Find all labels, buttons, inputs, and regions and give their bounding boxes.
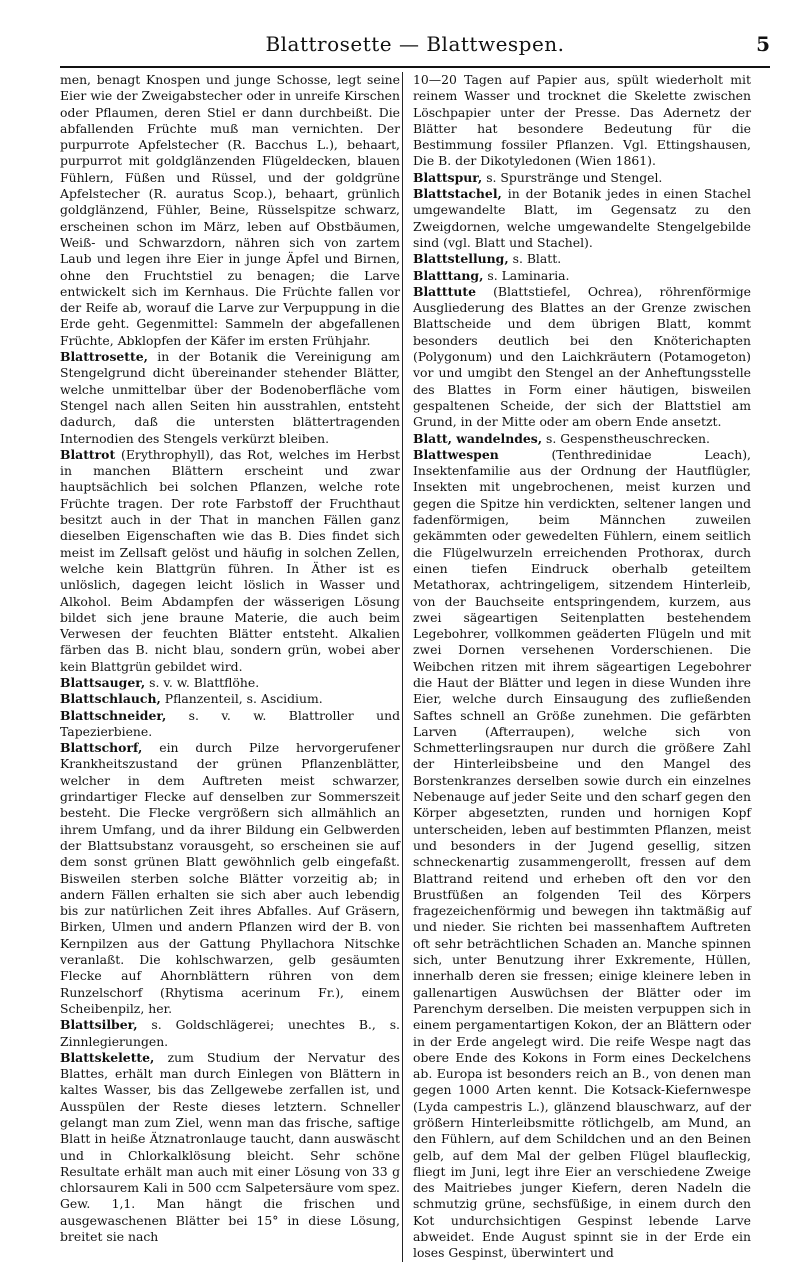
entry-text: in der Botanik die Vereinigung am Stengelgrund dicht übereinander stehender Blätter, welche unmittelbar über der Bodenoberfläche vom Stengel nach allen Seiten hin ausstrahlen, entsteht dadurch, daß die untersten blättertragenden Internodien des Stengels verkürzt bleiben. [60, 349, 400, 446]
entry [60, 708, 400, 741]
entry [60, 447, 400, 675]
entry [60, 740, 400, 1017]
entry-text: s. v. w. Blattroller und Tapezierbiene. [60, 707, 400, 739]
entry-text: s. Blatt. [508, 251, 562, 267]
entry-text: (Tenthredinidae Leach), Insektenfamilie aus der Ordnung der Hautflügler, Insekten mit ungebrochenen, meist kurzen und gegen die Spitze hin verdickten, seltener langen und fadenförmigen, beim Männchen zuweilen gekämmten oder gewedelten Fühlern, einem seitlich die Flügelwurzeln erreichenden Prothorax, durch einen tiefen Eindruck oberhalb geteiltem Metathorax, achtringeligem, sitzendem Hinterleib, von der Bauchseite entspringendem, kurzem, aus zwei sägeartigen Seitenplatten bestehendem Legebohrer, vollkommen geäderten Flügeln und mit zwei Dornen versehenen Vorderschienen. Die Weibchen ritzen mit ihrem sägeartigen Legebohrer die Haut der Blätter und legen in diese Wunden ihre Eier, welche durch Einsaugung des zufließenden Saftes schnell an Größe zunehmen. Die gefärbten Larven (Afterraupen), welche sich von Schmetterlingsraupen nur durch die größere Zahl der Hinterleibsbeine und den Mangel des Borstenkranzes derselben sowie durch ein einzelnes Nebenauge auf jeder Seite und den scharf gegen den Körper abgesetzten, runden und hornigen Kopf unterscheiden, leben auf bestimmten Pflanzen, meist und besonders in der Jugend gesellig, sitzen schneckenartig zusammengerollt, fressen auf dem Blattrand reitend und erheben oft den vor den Brustfüßen an folgenden Teil des Körpers fragezeichenförmig und bewegen ihn taktmäßig auf und nieder. Sie richten bei massenhaftem Auftreten oft sehr beträchtlichen Schaden an. Manche spinnen sich, unter Benutzung ihrer Exkremente, Hüllen, innerhalb deren sie fressen; einige kleinere leben in gallenartigen Auswüchsen der Blätter oder im Parenchym derselben. Die meisten verpuppen sich in einem pergamentartigen Kokon, der an Blättern oder in der Erde angelegt wird. Die reife Wespe nagt das obere Ende des Kokons in Form eines Deckelchens ab. Europa ist besonders reich an B., von denen man gegen 1000 Arten kennt. Die Kotsack-Kiefernwespe (Lyda campestris L.), glänzend blauschwarz, auf der größern Hinterleibsmitte rötlichgelb, am Mund, an den Fühlern, auf dem Schildchen und an den Beinen gelb, auf dem Mal der gelben Flügel blaufleckig, fliegt im Juni, legt ihre Eier an verschiedene Zweige des Maitriebes junger Kiefern, deren Nadeln die schmutzig grüne, sechsfüßige, in einem durch den Kot undurchsichtigen Gespinst lebende Larve abweidet. Ende August spinnt sie in der Erde ein loses Gespinst, überwintert und [413, 446, 751, 1261]
entry-headword: Blattspur, [413, 169, 483, 185]
entry [60, 1050, 400, 1246]
entry-text: Pflanzenteil, s. Ascidium. [160, 691, 323, 707]
entry-text: ein durch Pilze hervorgerufener Krankheitszustand der grünen Pflanzenblätter, welcher in dem Auftreten meist schwarzer, grindartiger Flecke auf denselben zur Sommerszeit besteht. Die Flecke vergrößern sich allmählich an ihrem Umfang, und da ihrer Bildung ein Gelbwerden der Blattsubstanz vorausgeht, so erscheinen sie auf dem sonst grünen Blatt gewöhnlich gelb eingefaßt. Bisweilen sterben solche Blätter vorzeitig ab; in andern Fällen erhalten sie sich aber auch lebendig bis zur natürlichen Zeit ihres Abfalles. Auf Gräsern, Birken, Ulmen und andern Pflanzen wird der B. von Kernpilzen aus der Gattung Phyllachora Nitschke veranlaßt. Die kohlschwarzen, gelb gesäumten Flecke auf Ahornblättern rühren von dem Runzelschorf (Rhytisma acerinum Fr.), einem Scheibenpilz, her. [60, 740, 400, 1016]
entry [413, 284, 751, 431]
entry-text: men, benagt Knospen und junge Schosse, legt seine Eier wie der Zweigabstecher oder in unreife Kirschen oder Pflaumen, deren Stiel er dann durchbeißt. Die abfallenden Früchte muß man vernichten. Der purpurrote Apfelstecher (R. Bacchus L.), behaart, purpurrot mit goldglänzenden Flügeldecken, blauen Fühlern, Füßen und Rüssel, und der goldgrüne Apfelstecher (R. auratus Scop.), behaart, grünlich goldglänzend, Fühler, Beine, Rüsselspitze schwarz, erscheinen schon im März, leben auf Obstbäumen, Weiß- und Schwarzdorn, nähren sich von zartem Laub und legen ihre Eier in junge Äpfel und Birnen, ohne den Fruchtstiel zu benagen; die Larve entwickelt sich im Kernhaus. Die Früchte fallen vor der Reife ab, worauf die Larve zur Verpuppung in die Erde geht. Gegenmittel: Sammeln der abgefallenen Früchte, Abklopfen der Käfer im ersten Frühjahr. [60, 72, 400, 348]
entry-headword: Blattwespen [413, 446, 499, 462]
entry-headword: Blatttang, [413, 267, 484, 283]
entry-text: in der Botanik jedes in einen Stachel umgewandelte Blatt, im Gegensatz zu den Zweigdornen, welche umgewandelte Stengelgebilde sind (vgl. Blatt und Stachel). [413, 186, 751, 250]
entry [413, 431, 751, 447]
page-header [60, 30, 770, 68]
entry-headword: Blattsauger, [60, 674, 146, 690]
entry [413, 268, 751, 284]
entry [413, 170, 751, 186]
entry [60, 1017, 400, 1050]
entry-headword: Blattskelette, [60, 1049, 155, 1065]
entry-headword: Blattsilber, [60, 1017, 138, 1033]
entry-text: s. Goldschlägerei; unechtes B., s. Zinnlegierungen. [60, 1017, 400, 1049]
entry-text: (Erythrophyll), das Rot, welches im Herbst in manchen Blättern erscheint und zwar hauptsächlich bei solchen Pflanzen, welche rote Früchte tragen. Der rote Farbstoff der Fruchthaut besitzt auch in der That in manchen Fällen ganz dieselben Eigenschaften wie das B. Dies findet sich meist im Zellsaft gelöst und häufig in solchen Zellen, welche kein Blattgrün führen. In Äther ist es unlöslich, dagegen leicht löslich in Wasser und Alkohol. Beim Abdampfen der wässerigen Lösung bildet sich jene braune Materie, die auch beim Verwesen der feuchten Blätter entsteht. Alkalien färben das B. nicht blau, sondern grün, wobei aber kein Blattgrün gebildet wird. [60, 446, 400, 674]
entry-text: (Blattstiefel, Ochrea), röhrenförmige Ausgliederung des Blattes an der Grenze zwischen Blattscheide und dem übrigen Blatt, kommt besonders deutlich bei den Knöterichарten (Polygonum) und den Laichkräutern (Potamogeton) vor und umgibt den Stengel an der Anheftungsstelle des Blattes in Form einer häutigen, bisweilen gespaltenen Scheide, der sich der Blattstiel am Grund, in der Mitte oder am obern Ende ansetzt. [413, 283, 751, 430]
running-title: Blattrosette — Blattwespen. [265, 32, 565, 56]
page-number: 5 [756, 32, 770, 56]
entry-headword: Blattschlauch, [60, 691, 161, 707]
entry-text: s. Spurstränge und Stengel. [482, 169, 663, 185]
entry-text: zum Studium der Nervatur des Blattes, erhält man durch Einlegen von Blättern in kaltes Wasser, bis das Zellgewebe zerfallen ist, und Ausspülen der Reste dieses letztern. Schneller gelangt man zum Ziel, wenn man das frische, saftige Blatt in heiße Ätznatronlauge taucht, dann auswäscht und in Chlorkalklösung bleicht. Sehr schöne Resultate erhält man auch mit einer Lösung von 33 g chlorsaurem Kali in 500 ccm Salpetersäure vom spez. Gew. 1,1. Man hängt die frischen und ausgewaschenen Blätter bei 15° in diese Lösung, breitet sie nach [60, 1049, 400, 1245]
right-column [402, 72, 751, 1262]
entry-headword: Blattstellung, [413, 251, 509, 267]
entry-headword: Blattschneider, [60, 707, 167, 723]
entry [60, 349, 400, 447]
entry-text: s. v. w. Blattflöhe. [145, 674, 260, 690]
left-column [60, 72, 400, 1245]
entry-text: 10—20 Tagen auf Papier aus, spült wiederholt mit reinem Wasser und trocknet die Skelette zwischen Löschpapier unter der Presse. Das Adernetz der Blätter hat besondere Bedeutung für die Bestimmung fossiler Pflanzen. Vgl. Ettingshausen, Die B. der Dikotyledonen (Wien 1861). [413, 72, 751, 169]
entry [413, 447, 751, 1262]
entry [413, 251, 751, 267]
entry-headword: Blattrot [60, 446, 116, 462]
entry-text: s. Gespenstheuschrecken. [542, 430, 710, 446]
entry-headword: Blatt, wandelndes, [413, 430, 543, 446]
entry-headword: Blatttute [413, 283, 476, 299]
entry-headword: Blattstachel, [413, 186, 502, 202]
entry-headword: Blattrosette, [60, 349, 148, 365]
entry-text: s. Laminaria. [483, 267, 570, 283]
entry [413, 186, 751, 251]
entry [60, 675, 400, 691]
entry-headword: Blattschorf, [60, 740, 143, 756]
entry [413, 72, 751, 170]
entry [60, 72, 400, 349]
entry [60, 691, 400, 707]
